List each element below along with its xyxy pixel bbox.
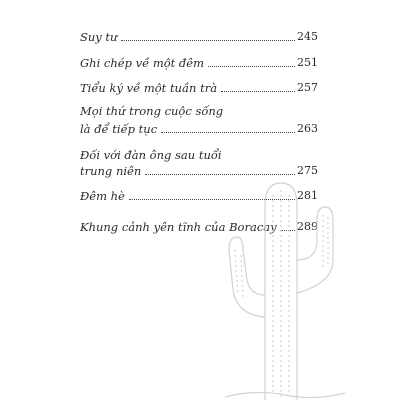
toc-entry-title-line1: Đối với đàn ông sau tuổi (80, 148, 222, 162)
toc-entry-title: trung niên (80, 164, 142, 178)
toc-entry-title: là để tiếp tục (80, 122, 158, 136)
toc-entry-title: Khung cảnh yên tĩnh của Boracay (80, 220, 277, 234)
toc-entry-page: 245 (297, 30, 318, 43)
toc-entry (80, 122, 318, 136)
toc-entry (80, 30, 318, 44)
toc-entry-page: 263 (297, 122, 318, 135)
toc-entry-page: 275 (297, 164, 318, 177)
toc-entry-title-line1: Mọi thứ trong cuộc sống (80, 104, 224, 118)
toc-entry-page: 251 (297, 56, 318, 69)
toc-entry (80, 81, 318, 95)
toc-entry (80, 56, 318, 70)
dot-leader (161, 132, 295, 133)
toc-entry-title: Suy tư (80, 30, 118, 44)
toc-entry-title: Đêm hè (80, 189, 125, 203)
toc-entry-title: Ghi chép về một đêm (80, 56, 205, 70)
toc-entry-page: 289 (297, 220, 318, 233)
toc-entry-page: 281 (297, 189, 318, 202)
dot-leader (208, 66, 295, 67)
toc-entry-page: 257 (297, 81, 318, 94)
dot-leader (221, 91, 295, 92)
dot-leader (121, 40, 295, 41)
toc-entry-title: Tiểu ký về một tuần trà (80, 81, 218, 95)
cactus-illustration (225, 165, 345, 400)
